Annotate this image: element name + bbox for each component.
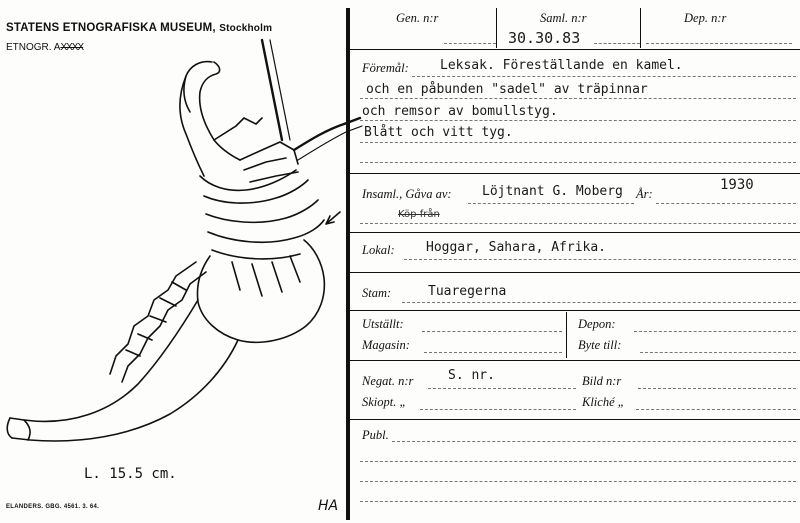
catalog-form: [350, 0, 800, 523]
lokal-label: Lokal:: [362, 243, 395, 257]
foremal-label: Föremål:: [362, 61, 409, 75]
lokal-rule: [404, 259, 796, 260]
rule-utstallt: [350, 360, 800, 361]
foremal-line-5-rule: [360, 162, 796, 163]
magasin-label: Magasin:: [362, 338, 410, 352]
publ-rule-1: [392, 441, 796, 442]
saml-nr-value: 30.30.83: [508, 29, 581, 47]
etnogr-struck: XXXX: [60, 42, 84, 53]
byte-label: Byte till:: [578, 338, 622, 352]
stam-rule: [402, 302, 796, 303]
insaml-rule-2: [360, 223, 796, 224]
magasin-rule: [424, 352, 562, 353]
saml-nr-label: Saml. n:r: [540, 11, 587, 25]
foremal-line-1: Leksak. Föreställande en kamel.: [440, 58, 683, 73]
museum-name: STATENS ETNOGRAFISKA MUSEUM,: [6, 22, 216, 34]
ar-value: 1930: [720, 177, 754, 193]
header-divider-1: [496, 8, 497, 48]
saml-nr-line: [594, 43, 640, 44]
foremal-line-2: och en påbunden "sadel" av träpinnar: [366, 82, 648, 97]
publ-rule-2: [360, 461, 796, 462]
skiopt-label: Skiopt. „: [362, 395, 407, 409]
negat-label: Negat. n:r: [362, 374, 414, 388]
negat-rule: [428, 388, 576, 389]
negat-value: S. nr.: [448, 368, 495, 383]
utstallt-divider: [566, 312, 567, 358]
publ-label: Publ.: [362, 428, 389, 442]
ar-label: År:: [636, 187, 653, 201]
publ-rule-4: [360, 501, 796, 502]
dep-nr-line: [646, 43, 792, 44]
gen-nr-label: Gen. n:r: [396, 11, 439, 25]
ar-rule: [656, 203, 796, 204]
etnogr-prefix: ETNOGR. A: [6, 42, 61, 53]
camel-toy-drawing: [0, 0, 380, 523]
utstallt-rule: [422, 331, 562, 332]
skiopt-rule: [420, 409, 576, 410]
handwritten-initials: HA: [318, 498, 339, 514]
publ-rule-3: [360, 481, 796, 482]
stam-value: Tuaregerna: [428, 284, 507, 299]
rule-stam: [350, 310, 800, 311]
foremal-line-4: Blått och vitt tyg.: [364, 125, 513, 140]
utstallt-label: Utställt:: [362, 317, 404, 331]
lokal-value: Hoggar, Sahara, Afrika.: [426, 240, 607, 255]
bild-rule: [638, 388, 796, 389]
rule-header: [350, 49, 800, 50]
rule-foremal: [350, 173, 800, 174]
foremal-line-3: och remsor av bomullstyg.: [362, 104, 558, 119]
insaml-rule: [468, 203, 634, 204]
foremal-line-1-rule: [412, 76, 796, 77]
insaml-value: Löjtnant G. Moberg: [482, 184, 623, 199]
byte-rule: [640, 352, 796, 353]
rule-insaml: [350, 232, 800, 233]
kliche-rule: [636, 409, 796, 410]
depon-rule: [634, 331, 796, 332]
foremal-line-4-rule: [360, 142, 796, 143]
bild-label: Bild n:r: [582, 374, 622, 388]
gen-nr-line: [444, 43, 496, 44]
object-length: L. 15.5 cm.: [84, 466, 177, 482]
insaml-struck: Köp från: [398, 209, 440, 220]
foremal-line-3-rule: [360, 120, 796, 121]
foremal-line-2-rule: [360, 98, 796, 99]
printer-note: ELANDERS. GBG. 4561. 3. 64.: [6, 504, 100, 510]
rule-negat: [350, 419, 800, 420]
header-divider-2: [640, 8, 641, 48]
rule-lokal: [350, 272, 800, 273]
insaml-label: Insaml., Gåva av:: [362, 187, 452, 201]
dep-nr-label: Dep. n:r: [684, 11, 727, 25]
kliche-label: Kliché „: [582, 395, 625, 409]
museum-city: Stockholm: [219, 23, 273, 34]
depon-label: Depon:: [578, 317, 616, 331]
stam-label: Stam:: [362, 286, 392, 300]
